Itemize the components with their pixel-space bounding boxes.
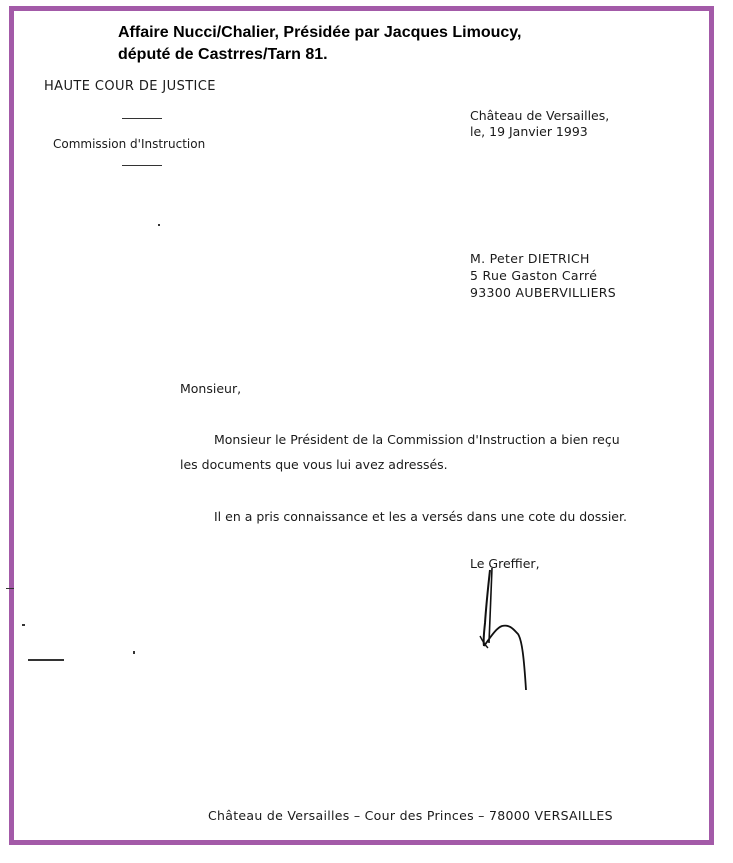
recipient-city: 93300 AUBERVILLIERS — [470, 285, 616, 300]
date-line: le, 19 Janvier 1993 — [470, 124, 588, 139]
paragraph-1-line-1: Monsieur le Président de la Commission d'Instruction a bien reçu — [214, 432, 620, 447]
recipient-street: 5 Rue Gaston Carré — [470, 268, 598, 283]
scan-speck — [6, 588, 14, 589]
court-name: HAUTE COUR DE JUSTICE — [44, 79, 216, 94]
greeting: Monsieur, — [180, 381, 242, 396]
page-frame — [9, 6, 714, 845]
divider-top — [122, 118, 162, 119]
annotation-line-1: Affaire Nucci/Chalier, Présidée par Jacques Limoucy, — [118, 24, 522, 41]
paragraph-1-line-2: les documents que vous lui avez adressés. — [180, 457, 448, 472]
signer-title: Le Greffier, — [470, 556, 540, 571]
annotation-header — [118, 22, 521, 66]
scan-speck — [22, 624, 25, 626]
divider-bottom — [122, 165, 162, 166]
place-line: Château de Versailles, — [470, 108, 610, 123]
commission-name: Commission d'Instruction — [53, 137, 206, 151]
recipient-address — [470, 250, 616, 301]
handwritten-signature — [470, 568, 540, 698]
footer-address: Château de Versailles – Cour des Princes – 78000 VERSAILLES — [208, 808, 613, 823]
recipient-name: M. Peter DIETRICH — [470, 251, 590, 266]
scan-speck — [158, 224, 160, 226]
paragraph-2: Il en a pris connaissance et les a versés dans une cote du dossier. — [214, 509, 627, 524]
annotation-line-2: député de Castrres/Tarn 81. — [118, 46, 328, 63]
scan-speck — [28, 659, 64, 661]
scan-speck — [133, 651, 135, 654]
